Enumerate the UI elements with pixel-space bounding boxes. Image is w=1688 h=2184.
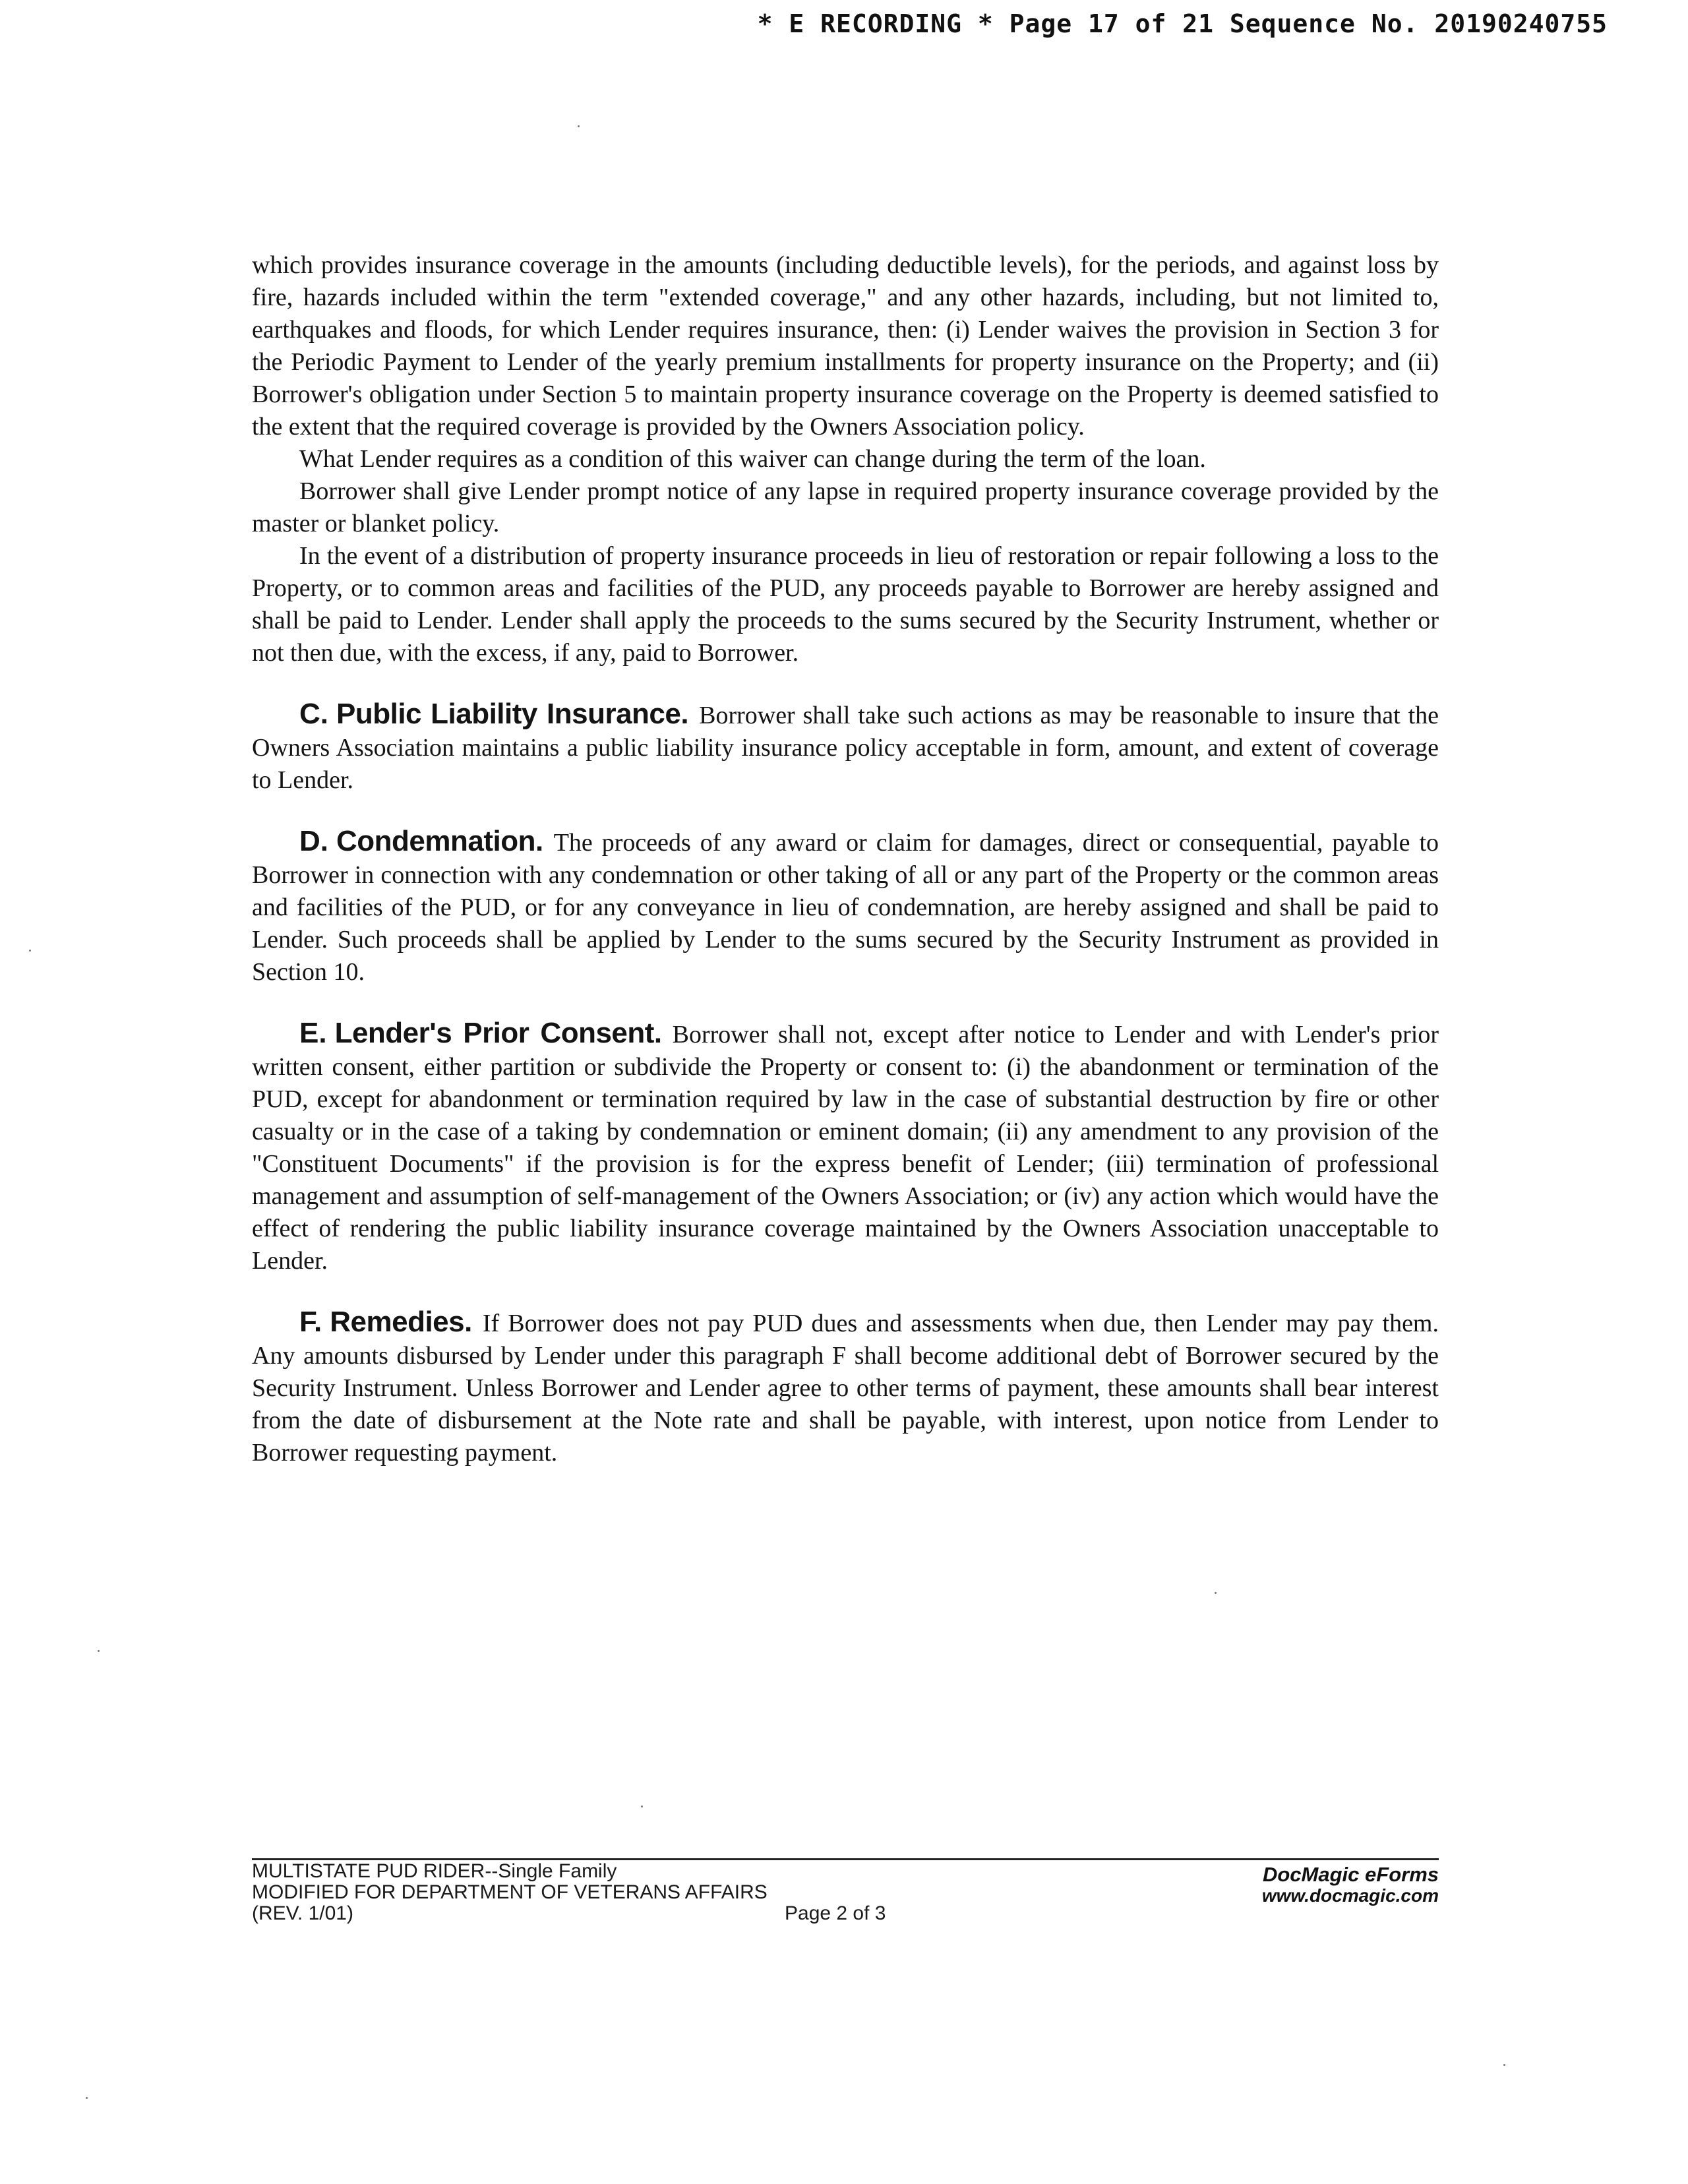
section-title: Lender's Prior Consent. (334, 1017, 662, 1049)
scan-speck (1503, 2064, 1505, 2066)
scan-speck (98, 1650, 100, 1652)
footer-form-revision: (REV. 1/01) (252, 1902, 353, 1924)
brand-logo: DocMagic eForms (1262, 1863, 1439, 1886)
section-text: Borrower shall take such actions as may be reasonable to insure that the Owners Association maintains a public liability insurance policy acceptable in form, amount, and extent of coverage to Lender. (252, 702, 1439, 794)
section-letter: D. (299, 825, 328, 857)
scan-speck (641, 1805, 643, 1807)
scan-speck (29, 950, 31, 952)
paragraph-lapse-notice: Borrower shall give Lender prompt notice of any lapse in required property insurance coverage provided by the master or blanket policy. (252, 477, 1439, 537)
section-text: Borrower shall not, except after notice to Lender and with Lender's prior written consent, either partition or subdivide the Property or consent to: (i) the abandonment or termination of the PUD, except for abandonment or termination required by law in the case of substantial destruction by fire or other casualty or in the case of a taking by condemnation or eminent domain; (ii) any amendment to any provision of the "Constituent Documents" if the provision is for the express benefit of Lender; (iii) termination of professional management and assumption of self-management of the Owners Association; or (iv) any action which would have the effect of rendering the public liability insurance coverage maintained by the Owners Association unacceptable to Lender. (252, 1021, 1439, 1275)
section-title: Condemnation. (336, 825, 543, 857)
scan-speck (578, 125, 580, 127)
section-text: The proceeds of any award or claim for damages, direct or consequential, payable to Borrower in connection with any condemnation or other taking of all or any part of the Property or the common areas and facilities of the PUD, or for any conveyance in lieu of condemnation, are hereby assigned and shall be paid to Lender. Such proceeds shall be applied by Lender to the sums secured by the Security Instrument as provided in Section 10. (252, 829, 1439, 986)
section-title: Remedies. (330, 1306, 472, 1338)
footer-form-info (252, 1861, 768, 1924)
footer-form-title: MULTISTATE PUD RIDER--Single Family (252, 1860, 617, 1882)
paragraph-waiver: What Lender requires as a condition of this waiver can change during the term of the loan. (299, 445, 1206, 473)
recording-header: * E RECORDING * Page 17 of 21 Sequence No. 20190240755 (757, 9, 1608, 38)
brand-url: www.docmagic.com (1261, 1885, 1439, 1906)
paragraph-insurance-coverage: which provides insurance coverage in the amounts (including deductible levels), for the periods, and against loss by fire, hazards included within the term "extended coverage," and any other hazards, including, but not limited to, earthquakes and floods, for which Lender requires insurance, then: (i) Lender waives the provision in Section 3 for the Periodic Payment to Lender of the yearly premium installments for property insurance on the Property; and (ii) Borrower's obligation under Section 5 to maintain property insurance coverage on the Property is deemed satisfied to the extent that the required coverage is provided by the Owners Association policy. (252, 251, 1439, 440)
section-f-remedies (252, 1306, 1439, 1469)
section-title: Public Liability Insurance. (336, 698, 689, 730)
footer-brand (1262, 1864, 1439, 1906)
footer-page-number: Page 2 of 3 (785, 1902, 886, 1924)
footer-form-modifier: MODIFIED FOR DEPARTMENT OF VETERANS AFFAIRS (252, 1881, 768, 1903)
section-d-condemnation (252, 825, 1439, 988)
scan-speck (86, 2097, 88, 2099)
paragraph-proceeds-distribution: In the event of a distribution of property insurance proceeds in lieu of restoration or repair following a loss to the Property, or to common areas and facilities of the PUD, any proceeds payable to Borrower are hereby assigned and shall be paid to Lender. Lender shall apply the proceeds to the sums secured by the Security Instrument, whether or not then due, with the excess, if any, paid to Borrower. (252, 542, 1439, 667)
section-c-public-liability (252, 698, 1439, 797)
section-letter: E. (299, 1017, 327, 1049)
section-letter: F. (299, 1306, 322, 1338)
scan-speck (1215, 1592, 1217, 1594)
section-e-prior-consent (252, 1017, 1439, 1277)
section-text: If Borrower does not pay PUD dues and assessments when due, then Lender may pay them. Any amounts disbursed by Lender under this paragraph F shall become additional debt of Borrower secured by the Security Instrument. Unless Borrower and Lender agree to other terms of payment, these amounts shall bear interest from the date of disbursement at the Note rate and shall be payable, with interest, upon notice from Lender to Borrower requesting payment. (252, 1310, 1439, 1467)
section-letter: C. (299, 698, 328, 730)
document-body (252, 249, 1439, 1469)
